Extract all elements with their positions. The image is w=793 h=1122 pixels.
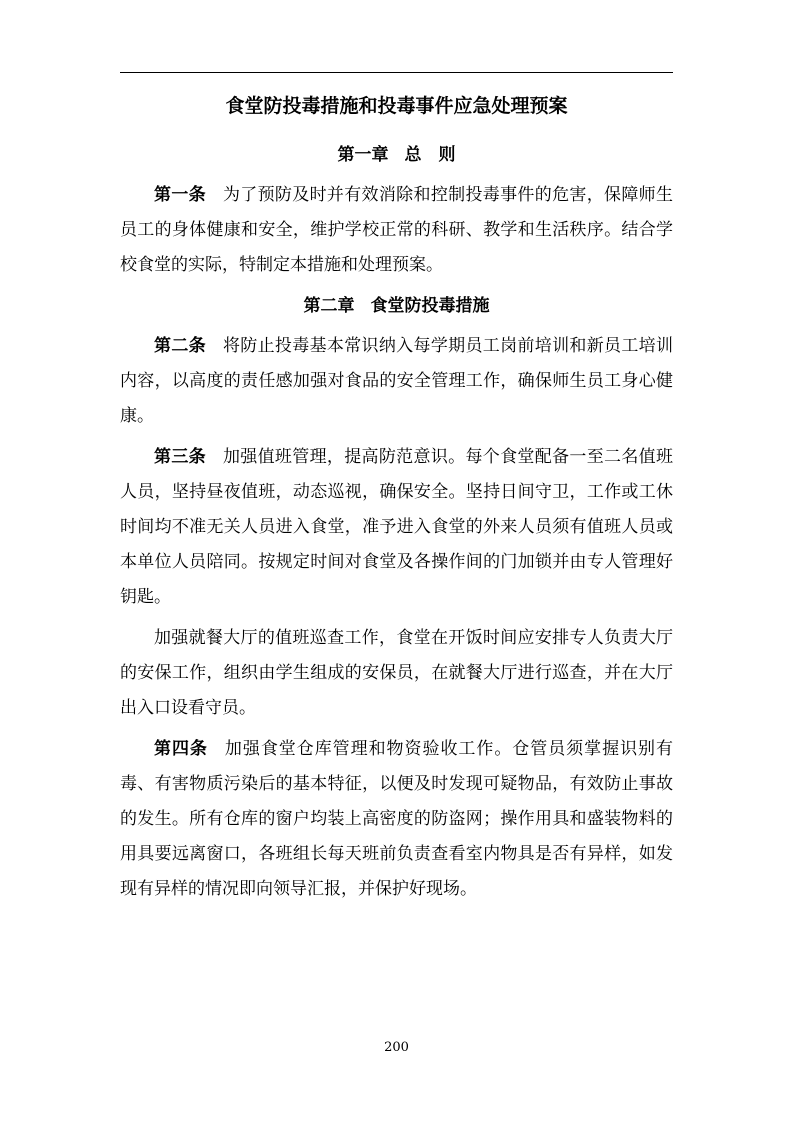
chapter-1-name: 总 则 — [404, 145, 456, 165]
article-3-continuation-text: 加强就餐大厅的值班巡查工作，食堂在开饭时间应安排专人负责大厅的安保工作，组织由学生组成的安保员，在就餐大厅进行巡查，并在大厅出入口设看守员。 — [120, 628, 673, 718]
article-3-label: 第三条 — [154, 447, 206, 467]
header-rule — [120, 72, 673, 73]
document-title: 食堂防投毒措施和投毒事件应急处理预案 — [225, 95, 568, 117]
article-2-label: 第二条 — [154, 336, 206, 356]
article-3-text: 加强值班管理，提高防范意识。每个食堂配备一至二名值班人员，坚持昼夜值班，动态巡视，确保安全。坚持日间守卫，工作或工休时间均不准无关人员进入食堂，准予进入食堂的外来人员须有值班人员或本单位人员陪同。按规定时间对食堂及各操作间的门加锁并由专人管理好钥匙。 — [120, 447, 674, 607]
chapter-1-label: 第一章 — [337, 145, 389, 165]
document-body — [120, 84, 673, 907]
article-3-paragraph — [120, 440, 673, 615]
chapter-2-label: 第二章 — [303, 296, 355, 316]
article-1-text: 为了预防及时并有效消除和控制投毒事件的危害，保障师生员工的身体健康和安全，维护学校正常的科研、教学和生活秩序。结合学校食堂的实际，特制定本措施和处理预案。 — [120, 185, 674, 275]
chapter-2-heading — [120, 283, 673, 329]
article-2-paragraph — [120, 329, 673, 434]
article-4-label: 第四条 — [154, 739, 208, 759]
article-4-text: 加强食堂仓库管理和物资验收工作。仓管员须掌握识别有毒、有害物质污染后的基本特征，以便及时发现可疑物品，有效防止事故的发生。所有仓库的窗户均装上高密度的防盗网；操作用具和盛装物料的用具要远离窗口，各班组长每天班前负责查看室内物具是否有异样，如发现有异样的情况即向领导汇报，并保护好现场。 — [120, 739, 674, 899]
article-1-paragraph — [120, 178, 673, 283]
page-number: 200 — [384, 1040, 409, 1055]
article-4-paragraph — [120, 732, 673, 907]
article-1-label: 第一条 — [154, 185, 206, 205]
chapter-1-heading — [120, 132, 673, 178]
article-2-text: 将防止投毒基本常识纳入每学期员工岗前培训和新员工培训内容，以高度的责任感加强对食品的安全管理工作，确保师生员工身心健康。 — [120, 336, 674, 426]
chapter-2-name: 食堂防投毒措施 — [370, 296, 490, 316]
article-3-continuation-paragraph — [120, 621, 673, 726]
